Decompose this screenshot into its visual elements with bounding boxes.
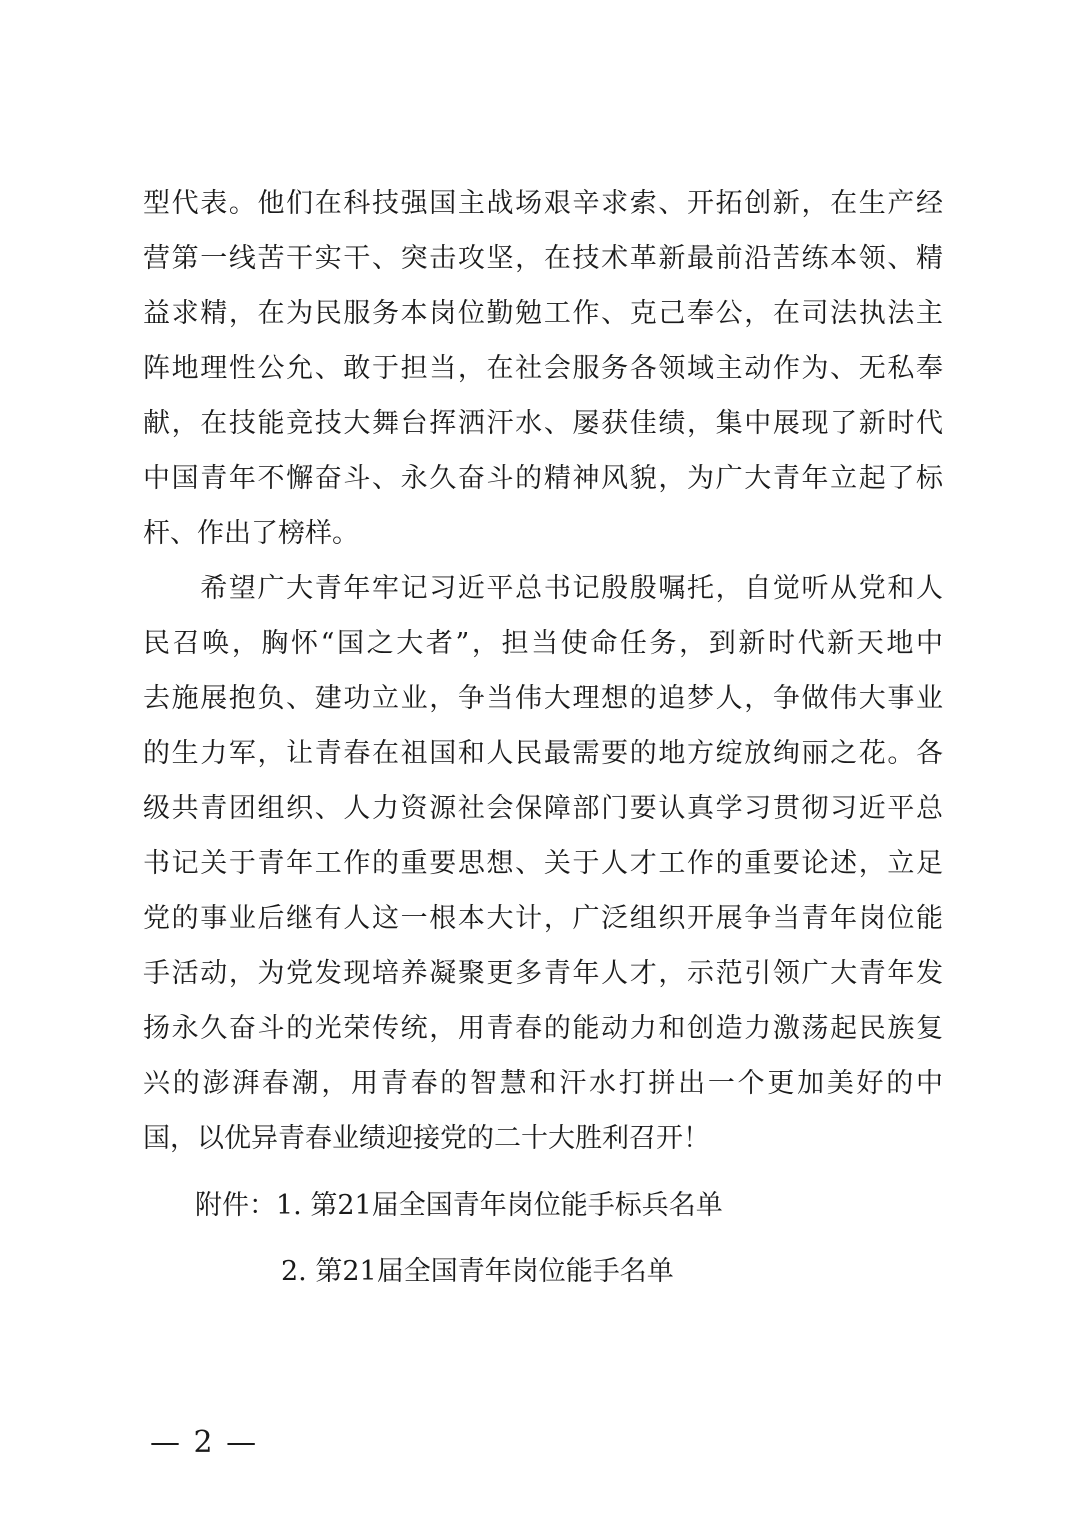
text-line: 献，在技能竞技大舞台挥洒汗水、屡获佳绩，集中展现了新时代 — [143, 408, 943, 439]
body-text — [143, 176, 943, 1166]
text-line: 杆、作出了榜样。 — [143, 518, 359, 549]
text-line: 的生力军，让青春在祖国和人民最需要的地方绽放绚丽之花。各 — [143, 738, 943, 769]
attachment-item-1: 附件：1. 第21届全国青年岗位能手标兵名单 — [195, 1190, 723, 1221]
page-number: — 2 — — [150, 1425, 259, 1460]
text-line: 益求精，在为民服务本岗位勤勉工作、克己奉公，在司法执法主 — [143, 298, 943, 329]
attachment-item-2: 2. 第21届全国青年岗位能手名单 — [281, 1256, 674, 1287]
text-line: 手活动，为党发现培养凝聚更多青年人才，示范引领广大青年发 — [143, 958, 943, 989]
text-line: 营第一线苦干实干、突击攻坚，在技术革新最前沿苦练本领、精 — [143, 243, 943, 274]
text-line: 扬永久奋斗的光荣传统，用青春的能动力和创造力激荡起民族复 — [143, 1013, 943, 1044]
text-line: 级共青团组织、人力资源社会保障部门要认真学习贯彻习近平总 — [143, 793, 943, 824]
text-line: 民召唤，胸怀“国之大者”，担当使命任务，到新时代新天地中 — [143, 628, 943, 659]
text-line: 国，以优异青春业绩迎接党的二十大胜利召开！ — [143, 1123, 710, 1154]
text-line: 党的事业后继有人这一根本大计，广泛组织开展争当青年岗位能 — [143, 903, 943, 934]
text-line: 型代表。他们在科技强国主战场艰辛求索、开拓创新，在生产经 — [143, 188, 943, 219]
text-line: 去施展抱负、建功立业，争当伟大理想的追梦人，争做伟大事业 — [143, 683, 943, 714]
text-line: 书记关于青年工作的重要思想、关于人才工作的重要论述，立足 — [143, 848, 943, 879]
text-line: 中国青年不懈奋斗、永久奋斗的精神风貌，为广大青年立起了标 — [143, 463, 943, 494]
text-line: 阵地理性公允、敢于担当，在社会服务各领域主动作为、无私奉 — [143, 353, 943, 384]
attachments-list — [195, 1186, 895, 1318]
text-line: 兴的澎湃春潮，用青春的智慧和汗水打拼出一个更加美好的中 — [143, 1068, 943, 1099]
text-line: 希望广大青年牢记习近平总书记殷殷嘱托，自觉听从党和人 — [143, 573, 943, 604]
